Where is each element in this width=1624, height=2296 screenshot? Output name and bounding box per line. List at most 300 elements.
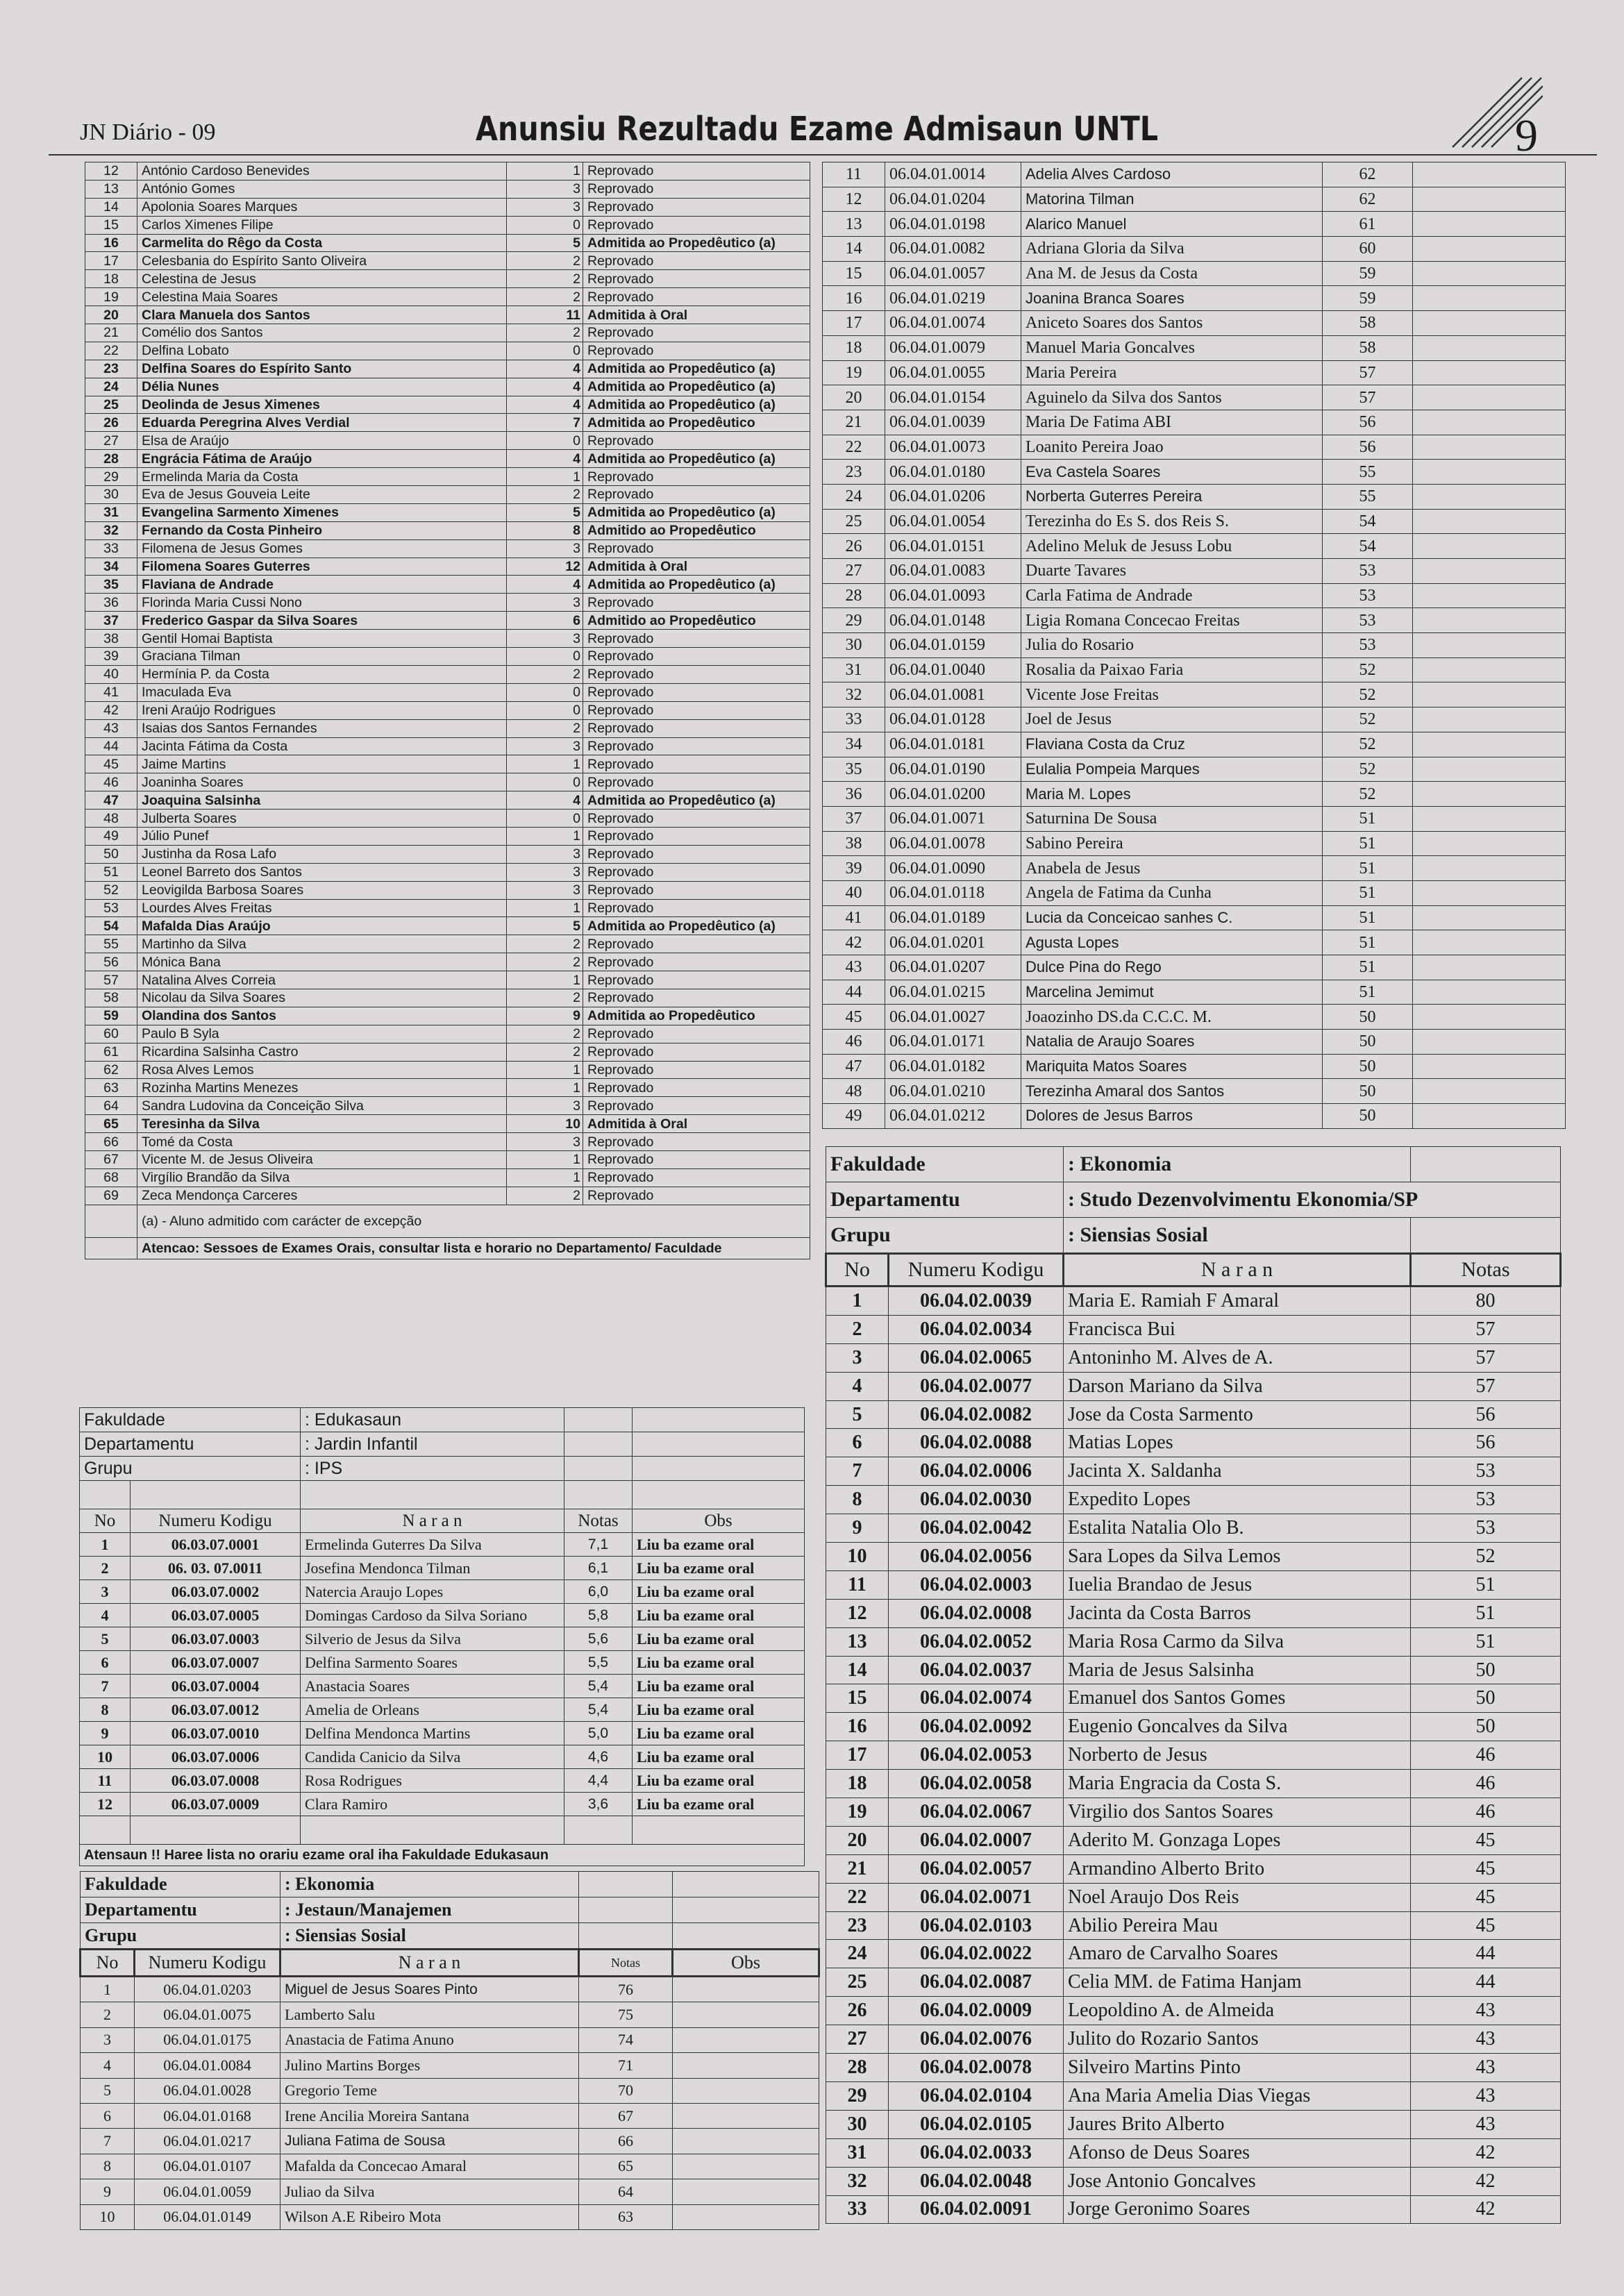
table-row — [826, 2195, 1561, 2224]
candidate-name: Justinha da Rosa Lafo — [137, 845, 507, 863]
empty-cell — [673, 2053, 819, 2078]
spacer-row — [80, 1816, 805, 1845]
table-row — [85, 324, 810, 342]
candidate-name: Lourdes Alves Freitas — [137, 899, 507, 917]
table-row — [80, 1580, 805, 1604]
result: Reprovado — [583, 935, 810, 953]
score: 52 — [1323, 682, 1413, 707]
score: 42 — [1411, 2167, 1561, 2195]
score: 3 — [507, 630, 583, 648]
observation: Liu ba ezame oral — [633, 1793, 805, 1816]
score: 0 — [507, 683, 583, 701]
table-header-row — [826, 1254, 1561, 1287]
row-number: 12 — [85, 162, 137, 181]
student-code: 06.04.01.0028 — [135, 2078, 281, 2103]
table-row — [826, 1826, 1561, 1854]
candidate-name: Aguinelo da Silva dos Santos — [1021, 385, 1323, 410]
table-row — [826, 1400, 1561, 1429]
table-row — [826, 1543, 1561, 1571]
row-number: 29 — [826, 2081, 889, 2110]
row-number: 56 — [85, 953, 137, 971]
result: Reprovado — [583, 486, 810, 504]
result: Reprovado — [583, 342, 810, 360]
table-row — [823, 856, 1566, 881]
result: Admitida ao Propedêutico (a) — [583, 917, 810, 935]
candidate-name: Josefina Mendonca Tilman — [301, 1557, 564, 1580]
empty-cell — [1413, 162, 1566, 187]
table-row — [85, 1097, 810, 1115]
header-name: N a r a n — [281, 1950, 579, 1977]
score: 50 — [1411, 1684, 1561, 1713]
table-row — [823, 534, 1566, 559]
table-row — [85, 162, 810, 181]
student-code: 06.04.01.0027 — [885, 1005, 1021, 1030]
score: 5 — [507, 503, 583, 521]
result: Reprovado — [583, 701, 810, 719]
result: Admitida ao Propedêutico (a) — [583, 791, 810, 810]
score: 46 — [1411, 1798, 1561, 1827]
table-row — [85, 1079, 810, 1097]
candidate-name: Ricardina Salsinha Castro — [137, 1043, 507, 1061]
table-row — [81, 2154, 819, 2179]
row-number: 43 — [823, 955, 885, 980]
score: 2 — [507, 719, 583, 737]
candidate-name: Natercia Araujo Lopes — [301, 1580, 564, 1604]
candidate-name: Angela de Fatima da Cunha — [1021, 880, 1323, 905]
score: 2 — [507, 989, 583, 1007]
row-number: 37 — [85, 612, 137, 630]
table-row — [85, 1187, 810, 1205]
student-code: 06. 03. 07.0011 — [131, 1557, 301, 1580]
result: Reprovado — [583, 468, 810, 486]
student-code: 06.04.01.0151 — [885, 534, 1021, 559]
student-code: 06.03.07.0007 — [131, 1651, 301, 1675]
empty-cell — [1413, 583, 1566, 608]
grupu-value: : Siensias Sosial — [281, 1923, 579, 1950]
empty-cell — [1413, 385, 1566, 410]
student-code: 06.04.01.0189 — [885, 905, 1021, 930]
student-code: 06.04.01.0181 — [885, 732, 1021, 757]
row-number: 58 — [85, 989, 137, 1007]
row-number: 26 — [823, 534, 885, 559]
student-code: 06.04.02.0088 — [889, 1429, 1064, 1457]
table-row — [823, 360, 1566, 385]
empty-cell — [1413, 509, 1566, 534]
empty-cell — [673, 2002, 819, 2027]
edukasaun-notice: Atensaun !! Haree lista no orariu ezame oral iha Fakuldade Edukasaun — [80, 1845, 805, 1866]
score: 46 — [1411, 1741, 1561, 1770]
table-row — [826, 1741, 1561, 1770]
student-code: 06.04.01.0175 — [135, 2027, 281, 2052]
score: 1 — [507, 468, 583, 486]
row-number: 7 — [826, 1457, 889, 1486]
candidate-name: Loanito Pereira Joao — [1021, 435, 1323, 460]
student-code: 06.04.02.0052 — [889, 1627, 1064, 1656]
candidate-name: Amaro de Carvalho Soares — [1064, 1940, 1411, 1968]
score: 5 — [507, 917, 583, 935]
score: 2 — [507, 252, 583, 270]
student-code: 06.04.01.0168 — [135, 2103, 281, 2128]
student-code: 06.04.02.0030 — [889, 1486, 1064, 1514]
result: Reprovado — [583, 252, 810, 270]
student-code: 06.04.01.0204 — [885, 187, 1021, 212]
table-row — [823, 1054, 1566, 1079]
student-code: 06.04.01.0182 — [885, 1054, 1021, 1079]
candidate-name: Jacinta X. Saldanha — [1064, 1457, 1411, 1486]
table-row — [823, 583, 1566, 608]
departamentu-label: Departamentu — [81, 1897, 281, 1923]
result: Admitido ao Propedêutico — [583, 521, 810, 539]
table-row — [823, 261, 1566, 286]
candidate-name: Filomena Soares Guterres — [137, 558, 507, 576]
table-row — [85, 953, 810, 971]
student-code: 06.04.01.0148 — [885, 608, 1021, 633]
page-number: 9 — [1515, 110, 1538, 161]
candidate-name: António Gomes — [137, 180, 507, 198]
table-header-row — [80, 1509, 805, 1533]
score: 43 — [1411, 2081, 1561, 2110]
row-number: 12 — [823, 187, 885, 212]
empty-cell — [673, 2078, 819, 2103]
table-row — [826, 1684, 1561, 1713]
header-name: N a r a n — [1064, 1254, 1411, 1287]
candidate-name: Graciana Tilman — [137, 648, 507, 666]
row-number: 9 — [826, 1514, 889, 1543]
candidate-name: Clara Manuela dos Santos — [137, 306, 507, 324]
departamentu-label: Departamentu — [80, 1432, 301, 1457]
row-number: 25 — [826, 1968, 889, 1997]
score: 56 — [1411, 1429, 1561, 1457]
row-number: 32 — [823, 682, 885, 707]
candidate-name: Joaozinho DS.da C.C.C. M. — [1021, 1005, 1323, 1030]
result: Reprovado — [583, 881, 810, 899]
score: 43 — [1411, 2054, 1561, 2082]
student-code: 06.04.01.0201 — [885, 930, 1021, 955]
candidate-name: Silverio de Jesus da Silva — [301, 1627, 564, 1651]
empty-cell — [1413, 782, 1566, 807]
student-code: 06.04.01.0079 — [885, 335, 1021, 360]
score: 5,4 — [564, 1675, 633, 1698]
candidate-name: Miguel de Jesus Soares Pinto — [281, 1977, 579, 2002]
score: 46 — [1411, 1770, 1561, 1798]
row-number: 33 — [823, 707, 885, 732]
table-row — [81, 2103, 819, 2128]
result: Reprovado — [583, 270, 810, 288]
row-number: 30 — [823, 633, 885, 658]
row-number: 31 — [85, 503, 137, 521]
row-number: 36 — [823, 782, 885, 807]
table-row — [826, 1343, 1561, 1372]
score: 0 — [507, 216, 583, 234]
row-number: 43 — [85, 719, 137, 737]
table-row — [85, 558, 810, 576]
header-obs: Obs — [633, 1509, 805, 1533]
result: Reprovado — [583, 1133, 810, 1151]
oral-exam-notice: Atencao: Sessoes de Exames Orais, consultar lista e horario no Departamento/ Faculdade — [137, 1237, 810, 1259]
result: Admitida à Oral — [583, 558, 810, 576]
table-row — [85, 594, 810, 612]
candidate-name: Candida Canicio da Silva — [301, 1745, 564, 1769]
score: 44 — [1411, 1968, 1561, 1997]
score: 2 — [507, 1025, 583, 1043]
result: Reprovado — [583, 737, 810, 755]
candidate-name: Terezinha do Es S. dos Reis S. — [1021, 509, 1323, 534]
student-code: 06.04.01.0198 — [885, 212, 1021, 237]
empty-cell — [673, 1977, 819, 2002]
header-code: Numeru Kodigu — [135, 1950, 281, 1977]
student-code: 06.04.02.0033 — [889, 2138, 1064, 2167]
table-row — [80, 1769, 805, 1793]
row-number: 32 — [85, 521, 137, 539]
row-number: 19 — [85, 288, 137, 306]
candidate-name: Tomé da Costa — [137, 1133, 507, 1151]
student-code: 06.04.01.0082 — [885, 237, 1021, 262]
table-row — [85, 486, 810, 504]
candidate-name: Adriana Gloria da Silva — [1021, 237, 1323, 262]
header-name: N a r a n — [301, 1509, 564, 1533]
candidate-name: Nicolau da Silva Soares — [137, 989, 507, 1007]
grupu-row — [81, 1923, 819, 1950]
candidate-name: Eduarda Peregrina Alves Verdial — [137, 414, 507, 432]
score: 0 — [507, 773, 583, 791]
candidate-name: Afonso de Deus Soares — [1064, 2138, 1411, 2167]
score: 2 — [507, 1187, 583, 1205]
table-row — [85, 1025, 810, 1043]
row-number: 12 — [80, 1793, 131, 1816]
candidate-name: Virgílio Brandão da Silva — [137, 1168, 507, 1187]
header-no: No — [80, 1509, 131, 1533]
row-number: 18 — [826, 1770, 889, 1798]
table-row — [826, 1486, 1561, 1514]
row-number: 30 — [85, 486, 137, 504]
candidate-name: Expedito Lopes — [1064, 1486, 1411, 1514]
row-number: 65 — [85, 1115, 137, 1133]
candidate-name: Rosa Alves Lemos — [137, 1061, 507, 1079]
student-code: 06.03.07.0003 — [131, 1627, 301, 1651]
row-number: 55 — [85, 935, 137, 953]
candidate-name: Estalita Natalia Olo B. — [1064, 1514, 1411, 1543]
grupu-row — [826, 1218, 1561, 1254]
student-code: 06.04.01.0215 — [885, 980, 1021, 1005]
empty-cell — [1413, 707, 1566, 732]
score: 4 — [507, 396, 583, 414]
row-number: 53 — [85, 899, 137, 917]
score: 0 — [507, 810, 583, 828]
empty-cell — [673, 2179, 819, 2204]
score: 65 — [579, 2154, 673, 2179]
candidate-name: Rosa Rodrigues — [301, 1769, 564, 1793]
score: 4 — [507, 378, 583, 396]
table-row — [85, 863, 810, 881]
row-number: 28 — [826, 2054, 889, 2082]
score: 56 — [1411, 1400, 1561, 1429]
student-code: 06.04.01.0217 — [135, 2129, 281, 2154]
row-number: 47 — [823, 1054, 885, 1079]
candidate-name: Irene Ancilia Moreira Santana — [281, 2103, 579, 2128]
row-number: 35 — [85, 576, 137, 594]
student-code: 06.04.01.0014 — [885, 162, 1021, 187]
row-number: 20 — [826, 1826, 889, 1854]
candidate-name: Lucia da Conceicao sanhes C. — [1021, 905, 1323, 930]
row-number: 9 — [80, 1722, 131, 1745]
table-row — [80, 1533, 805, 1557]
table-row — [823, 707, 1566, 732]
table-row — [85, 503, 810, 521]
student-code: 06.04.01.0073 — [885, 435, 1021, 460]
row-number: 10 — [826, 1543, 889, 1571]
score: 52 — [1323, 757, 1413, 782]
result: Admitida ao Propedêutico (a) — [583, 450, 810, 468]
empty-cell — [1413, 460, 1566, 485]
student-code: 06.04.02.0007 — [889, 1826, 1064, 1854]
student-code: 06.04.02.0003 — [889, 1570, 1064, 1599]
score: 50 — [1323, 1005, 1413, 1030]
table-row — [85, 899, 810, 917]
empty-cell — [1413, 484, 1566, 509]
result: Reprovado — [583, 1168, 810, 1187]
row-number: 39 — [823, 856, 885, 881]
empty-cell — [1413, 1054, 1566, 1079]
table-row — [85, 989, 810, 1007]
row-number: 41 — [85, 683, 137, 701]
score: 53 — [1411, 1457, 1561, 1486]
observation: Liu ba ezame oral — [633, 1651, 805, 1675]
fakuldade-value: : Ekonomia — [1064, 1147, 1411, 1182]
score: 60 — [1323, 237, 1413, 262]
row-number: 47 — [85, 791, 137, 810]
score: 3 — [507, 594, 583, 612]
candidate-name: Mariquita Matos Soares — [1021, 1054, 1323, 1079]
score: 51 — [1323, 831, 1413, 856]
student-code: 06.04.01.0083 — [885, 559, 1021, 584]
table-row — [823, 806, 1566, 831]
student-code: 06.04.02.0105 — [889, 2110, 1064, 2138]
score: 1 — [507, 1061, 583, 1079]
score: 7,1 — [564, 1533, 633, 1557]
score: 52 — [1411, 1543, 1561, 1571]
candidate-name: Anastacia Soares — [301, 1675, 564, 1698]
candidate-name: Antoninho M. Alves de A. — [1064, 1343, 1411, 1372]
score: 62 — [1323, 187, 1413, 212]
student-code: 06.04.01.0190 — [885, 757, 1021, 782]
score: 4 — [507, 360, 583, 378]
table-row — [85, 216, 810, 234]
candidate-name: Vicente M. de Jesus Oliveira — [137, 1150, 507, 1168]
row-number: 45 — [85, 755, 137, 773]
empty-cell — [1413, 261, 1566, 286]
table-row — [826, 1656, 1561, 1684]
row-number: 34 — [823, 732, 885, 757]
score: 3 — [507, 180, 583, 198]
score: 42 — [1411, 2195, 1561, 2224]
score: 59 — [1323, 261, 1413, 286]
score: 45 — [1411, 1911, 1561, 1940]
table-row — [80, 1627, 805, 1651]
candidate-name: Apolonia Soares Marques — [137, 198, 507, 216]
candidate-name: Anastacia de Fatima Anuno — [281, 2027, 579, 2052]
student-code: 06.04.02.0065 — [889, 1343, 1064, 1372]
table-row — [85, 396, 810, 414]
student-code: 06.04.02.0048 — [889, 2167, 1064, 2195]
candidate-name: Delfina Sarmento Soares — [301, 1651, 564, 1675]
row-number: 38 — [823, 831, 885, 856]
candidate-name: Aniceto Soares dos Santos — [1021, 311, 1323, 336]
score: 66 — [579, 2129, 673, 2154]
score: 6 — [507, 612, 583, 630]
row-number: 57 — [85, 971, 137, 989]
score: 51 — [1323, 955, 1413, 980]
table-row — [85, 576, 810, 594]
result: Reprovado — [583, 630, 810, 648]
score: 56 — [1323, 410, 1413, 435]
score: 51 — [1323, 980, 1413, 1005]
candidate-name: Zeca Mendonça Carceres — [137, 1187, 507, 1205]
header-rule — [49, 154, 1597, 156]
table-row — [85, 683, 810, 701]
score: 50 — [1411, 1656, 1561, 1684]
student-code: 06.04.02.0006 — [889, 1457, 1064, 1486]
student-code: 06.04.01.0054 — [885, 509, 1021, 534]
score: 2 — [507, 270, 583, 288]
result: Admitida ao Propedêutico (a) — [583, 234, 810, 252]
result: Admitida ao Propedêutico — [583, 414, 810, 432]
score: 62 — [1323, 162, 1413, 187]
departamentu-value: : Jardin Infantil — [301, 1432, 564, 1457]
student-code: 06.04.01.0206 — [885, 484, 1021, 509]
table-row — [826, 2025, 1561, 2054]
row-number: 18 — [823, 335, 885, 360]
student-code: 06.04.02.0056 — [889, 1543, 1064, 1571]
row-number: 68 — [85, 1168, 137, 1187]
candidate-name: Manuel Maria Goncalves — [1021, 335, 1323, 360]
row-number: 23 — [823, 460, 885, 485]
row-number: 1 — [80, 1533, 131, 1557]
row-number: 15 — [85, 216, 137, 234]
result: Reprovado — [583, 594, 810, 612]
result: Reprovado — [583, 755, 810, 773]
student-code: 06.03.07.0006 — [131, 1745, 301, 1769]
score: 56 — [1323, 435, 1413, 460]
table-row — [80, 1698, 805, 1722]
table-row — [81, 2129, 819, 2154]
candidate-name: Jose da Costa Sarmento — [1064, 1400, 1411, 1429]
score: 3,6 — [564, 1793, 633, 1816]
table-row — [85, 1007, 810, 1025]
empty-cell — [1413, 286, 1566, 311]
observation: Liu ba ezame oral — [633, 1580, 805, 1604]
observation: Liu ba ezame oral — [633, 1722, 805, 1745]
student-code: 06.04.02.0071 — [889, 1883, 1064, 1911]
row-number: 1 — [826, 1287, 889, 1316]
fakuldade-label: Fakuldade — [826, 1147, 1064, 1182]
candidate-name: Leonel Barreto dos Santos — [137, 863, 507, 881]
table-row — [823, 385, 1566, 410]
departamentu-value: : Studo Dezenvolvimentu Ekonomia/SP — [1064, 1182, 1561, 1218]
candidate-name: Joel de Jesus — [1021, 707, 1323, 732]
row-number: 49 — [823, 1104, 885, 1129]
candidate-name: Aderito M. Gonzaga Lopes — [1064, 1826, 1411, 1854]
departamentu-label: Departamentu — [826, 1182, 1064, 1218]
observation: Liu ba ezame oral — [633, 1604, 805, 1627]
score: 6,1 — [564, 1557, 633, 1580]
candidate-name: Joaninha Soares — [137, 773, 507, 791]
candidate-name: Joanina Branca Soares — [1021, 286, 1323, 311]
row-number: 10 — [81, 2204, 135, 2229]
score: 10 — [507, 1115, 583, 1133]
departamentu-row — [80, 1432, 805, 1457]
student-code: 06.04.01.0071 — [885, 806, 1021, 831]
score: 3 — [507, 1133, 583, 1151]
